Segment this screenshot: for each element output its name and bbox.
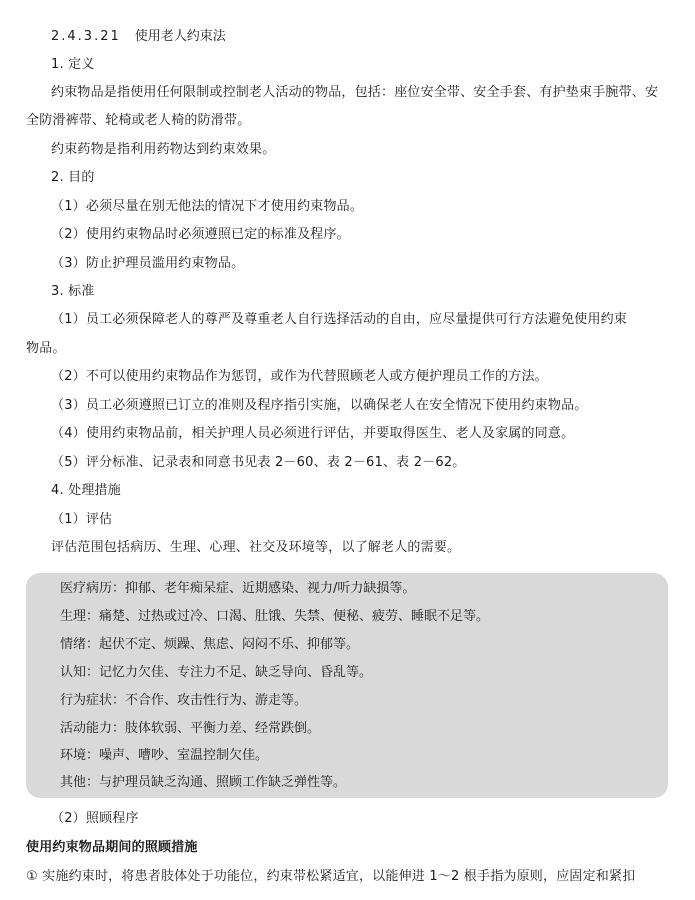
purpose-item: （2）使用约束物品时必须遵照已定的标准及程序。 [51,227,350,242]
care-item: ① 实施约束时，将患者肢体处于功能位，约束带松紧适宜，以能伸进 1～2 根手指为原则，应固定和紧扣 [26,869,636,884]
purpose-heading: 2. 目的 [51,170,95,185]
standard-item: （3）员工必须遵照已订立的准则及程序指引实施，以确保老人在安全情况下使用约束物品。 [51,398,588,413]
standard-item: （5）评分标准、记录表和同意书见表 2－60、表 2－61、表 2－62。 [51,455,466,470]
care-procedure-heading: （2）照顾程序 [51,811,139,826]
definition-paragraph-line: 全防滑裤带、轮椅或老人椅的防滑带。 [26,113,251,128]
assessment-item: 认知：记忆力欠佳、专注力不足、缺乏导向、昏乱等。 [60,665,373,680]
purpose-item: （3）防止护理员滥用约束物品。 [51,256,245,271]
section-title: 使用老人约束法 [134,29,226,44]
assessment-item: 医疗病历：抑郁、老年痴呆症、近期感染、视力/听力缺损等。 [60,581,416,596]
assessment-box [26,573,668,798]
standard-heading: 3. 标准 [51,284,95,299]
purpose-item: （1）必须尽量在别无他法的情况下才使用约束物品。 [51,199,364,214]
assessment-item: 行为症状：不合作、攻击性行为、游走等。 [60,693,308,708]
assessment-heading: （1）评估 [51,512,113,527]
assessment-item: 情绪：起伏不定、烦躁、焦虑、闷闷不乐、抑郁等。 [60,637,360,652]
section-number: 2.4.3.21 [51,29,121,44]
assessment-item: 活动能力：肢体软弱、平衡力差、经常跌倒。 [60,721,321,736]
assessment-item: 其他：与护理员缺乏沟通、照顾工作缺乏弹性等。 [60,775,347,790]
definition-paragraph: 约束药物是指利用药物达到约束效果。 [51,142,276,157]
measures-heading: 4. 处理措施 [51,483,121,498]
standard-item: （2）不可以使用约束物品作为惩罚，或作为代替照顾老人或方便护理员工作的方法。 [51,369,548,384]
care-measures-title: 使用约束物品期间的照顾措施 [26,840,198,855]
assessment-item: 环境：噪声、嘈吵、室温控制欠佳。 [60,748,269,763]
assessment-item: 生理：痛楚、过热或过冷、口渴、肚饿、失禁、便秘、疲劳、睡眠不足等。 [60,609,490,624]
assessment-intro: 评估范围包括病历、生理、心理、社交及环境等，以了解老人的需要。 [51,540,461,555]
definition-heading: 1. 定义 [51,57,95,72]
standard-item-line: （1）员工必须保障老人的尊严及尊重老人自行选择活动的自由，应尽量提供可行方法避免使用约束 [51,312,628,327]
standard-item: （4）使用约束物品前，相关护理人员必须进行评估，并要取得医生、老人及家属的同意。 [51,426,575,441]
standard-item-line: 物品。 [26,341,66,356]
section-heading [51,28,226,46]
definition-paragraph-line: 约束物品是指使用任何限制或控制老人活动的物品，包括：座位安全带、安全手套、有护垫束手腕带、安 [51,85,659,100]
